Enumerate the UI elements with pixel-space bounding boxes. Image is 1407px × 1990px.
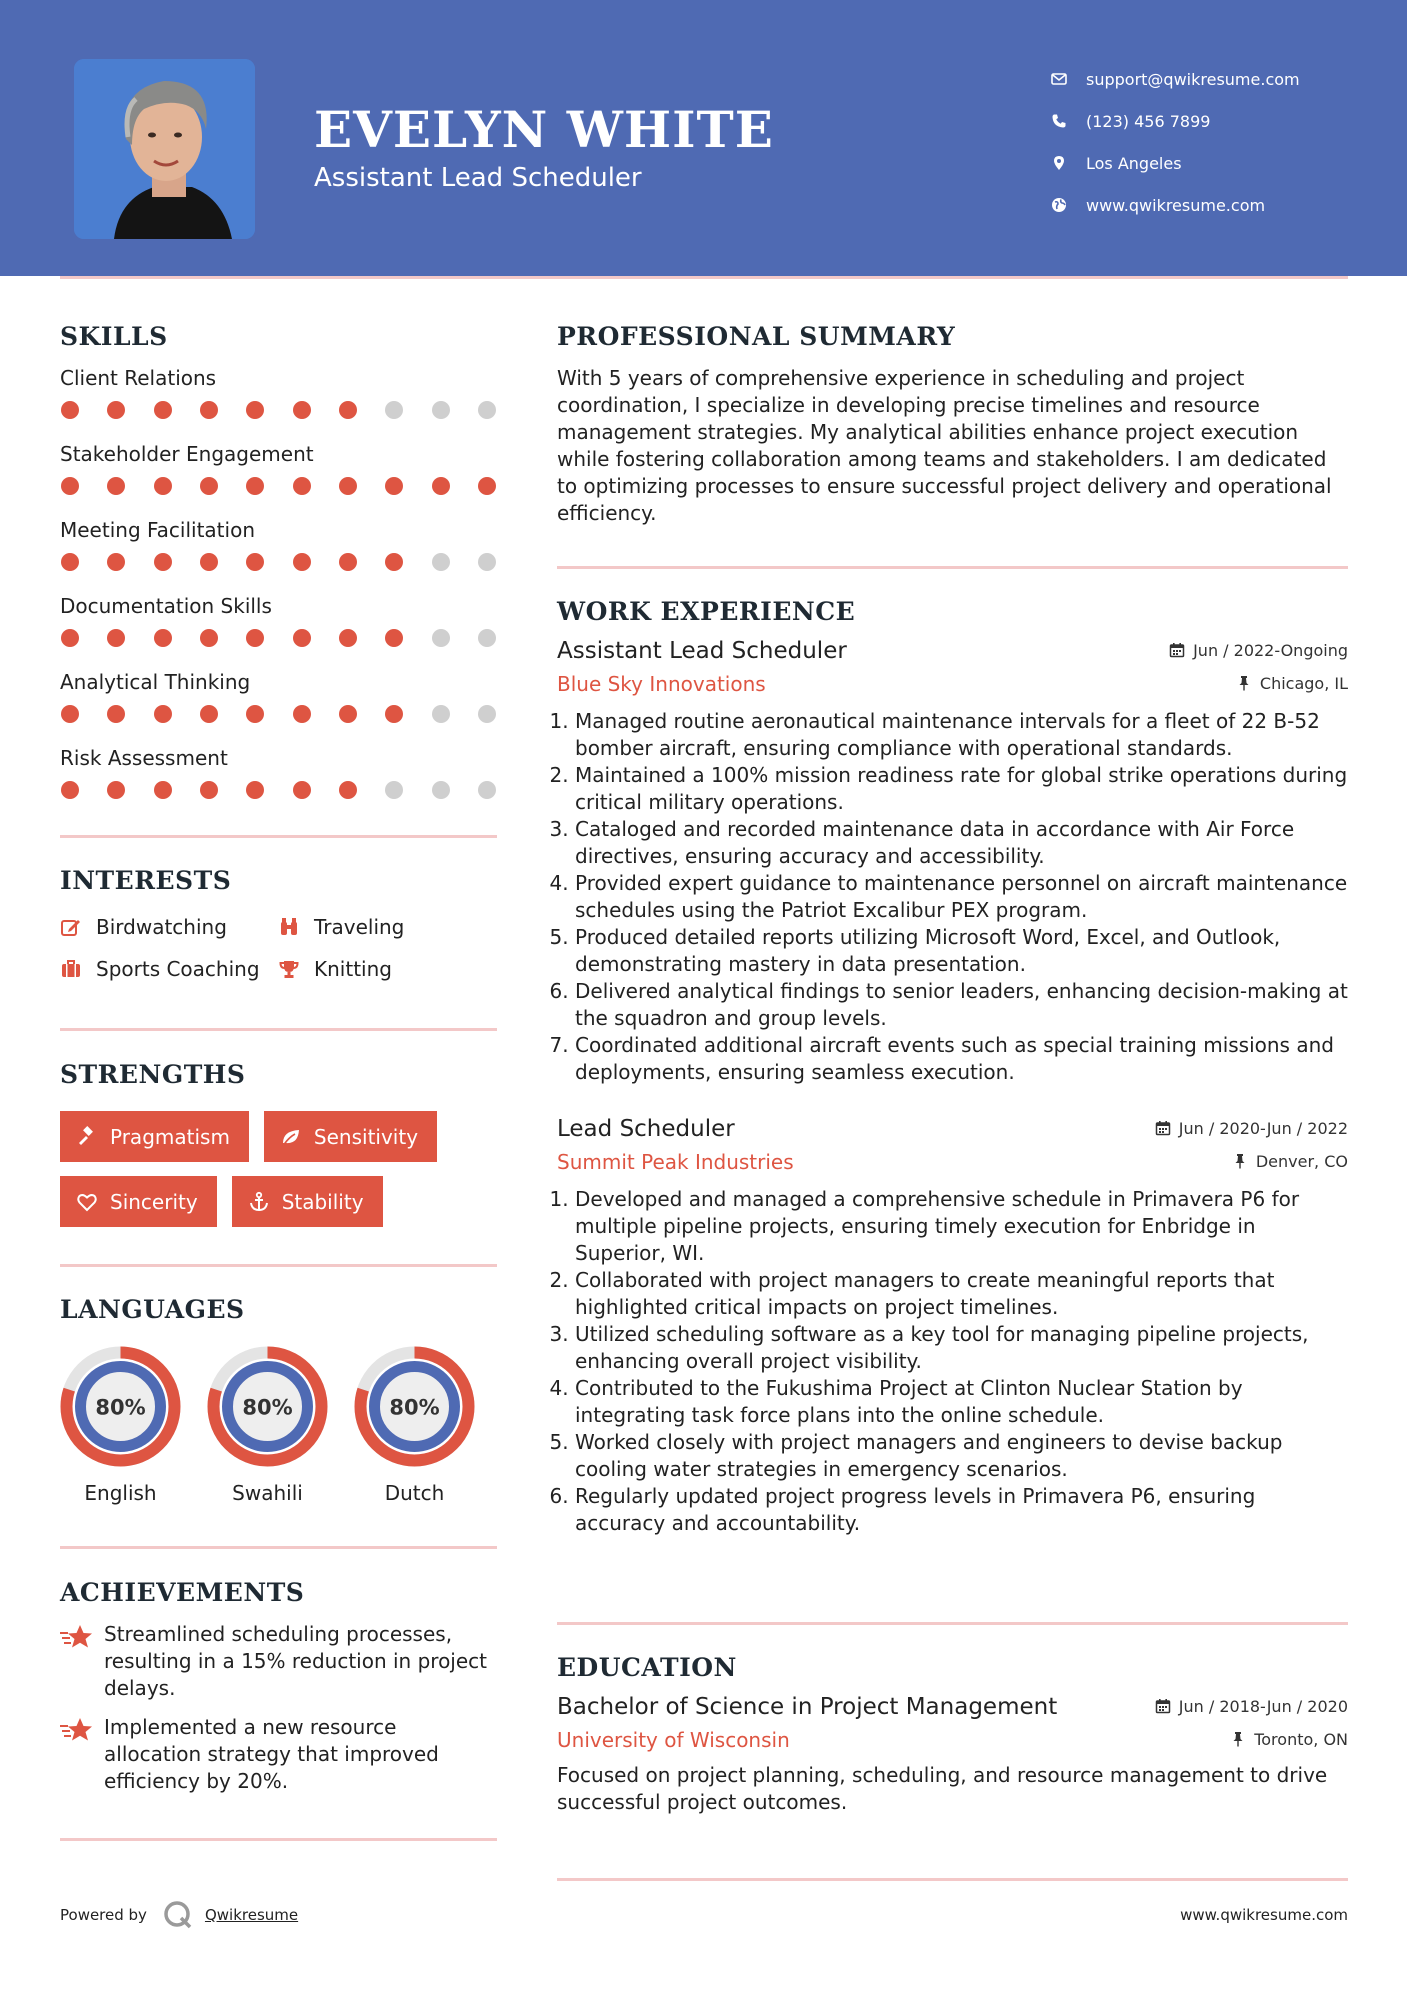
- rating-dot: [385, 553, 403, 571]
- language-item: [354, 1346, 475, 1505]
- interest-item: [278, 957, 498, 981]
- rating-dot: [246, 781, 264, 799]
- interest-label: Traveling: [314, 915, 405, 939]
- language-name: English: [84, 1481, 157, 1505]
- globe-icon: [1050, 196, 1068, 214]
- job-dates: [1169, 641, 1348, 660]
- contact-website-text: www.qwikresume.com: [1086, 195, 1266, 215]
- rating-dot: [432, 705, 450, 723]
- skill-rating: [60, 629, 497, 647]
- binoculars-icon: [278, 916, 300, 938]
- job-location: [1232, 1152, 1348, 1171]
- rating-dot: [107, 477, 125, 495]
- education-dates-text: Jun / 2018-Jun / 2020: [1178, 1696, 1348, 1716]
- rating-dot: [478, 401, 496, 419]
- education-location-text: Toronto, ON: [1254, 1729, 1348, 1749]
- rating-dot: [293, 629, 311, 647]
- section-divider: [60, 1546, 497, 1549]
- anchor-icon: [248, 1191, 270, 1213]
- rating-dot: [154, 553, 172, 571]
- languages-section: [60, 1295, 497, 1505]
- interest-item: [60, 915, 278, 939]
- rating-dot: [339, 629, 357, 647]
- summary-section: [557, 322, 1348, 527]
- contact-phone[interactable]: [1050, 100, 1300, 142]
- job-dates-text: Jun / 2020-Jun / 2022: [1178, 1118, 1348, 1138]
- achievement-item: [60, 1714, 497, 1795]
- education-location: [1230, 1730, 1348, 1749]
- job-company: Summit Peak Industries: [557, 1150, 794, 1174]
- rating-dot: [154, 477, 172, 495]
- header-divider: [60, 276, 1348, 279]
- job-bullet: 6. Regularly updated project progress levels in Primavera P6, ensuring accuracy and accountability.: [575, 1483, 1348, 1537]
- job-bullet: 2. Maintained a 100% mission readiness rate for global strike operations during critical military operations.: [575, 762, 1348, 816]
- languages-list: [60, 1346, 497, 1505]
- skill-name: Meeting Facilitation: [60, 518, 255, 542]
- strength-badge: [60, 1176, 217, 1227]
- education-section: [557, 1653, 1348, 1816]
- rating-dot: [293, 553, 311, 571]
- achievement-text: Implemented a new resource allocation strategy that improved efficiency by 20%.: [104, 1715, 439, 1793]
- skills-title: SKILLS: [60, 322, 168, 351]
- contact-location: [1050, 142, 1300, 184]
- education-text: Focused on project planning, scheduling, and resource management to drive successful project outcomes.: [557, 1763, 1328, 1814]
- rating-dot: [246, 553, 264, 571]
- rating-dot: [61, 629, 79, 647]
- section-divider: [557, 1878, 1348, 1881]
- job-bullet: 4. Contributed to the Fukushima Project at Clinton Nuclear Station by integrating task force plans into the online schedule.: [575, 1375, 1348, 1429]
- strength-badge: [264, 1111, 437, 1162]
- skills-list: [60, 365, 497, 799]
- rating-dot: [293, 401, 311, 419]
- rating-dot: [432, 553, 450, 571]
- interest-label: Birdwatching: [96, 915, 227, 939]
- star-icon: [60, 1716, 94, 1746]
- envelope-icon: [1050, 70, 1068, 88]
- rating-dot: [339, 705, 357, 723]
- rating-dot: [478, 477, 496, 495]
- languages-title: LANGUAGES: [60, 1295, 245, 1324]
- rating-dot: [107, 705, 125, 723]
- rating-dot: [293, 781, 311, 799]
- job-title: Assistant Lead Scheduler: [557, 638, 847, 664]
- rating-dot: [478, 781, 496, 799]
- job-entry: [557, 638, 1348, 1086]
- rating-dot: [385, 477, 403, 495]
- job-location-text: Chicago, IL: [1259, 673, 1348, 693]
- gavel-icon: [76, 1126, 98, 1148]
- rating-dot: [385, 629, 403, 647]
- footer-powered: [60, 1898, 298, 1932]
- rating-dot: [246, 401, 264, 419]
- footer-site[interactable]: www.qwikresume.com: [1180, 1906, 1348, 1924]
- rating-dot: [61, 781, 79, 799]
- strengths-list: [60, 1111, 497, 1227]
- school-name: University of Wisconsin: [557, 1728, 790, 1752]
- contact-location-text: Los Angeles: [1086, 153, 1182, 173]
- language-name: Dutch: [384, 1481, 445, 1505]
- job-bullet: 5. Worked closely with project managers and engineers to devise backup cooling water strategies in emergency scenarios.: [575, 1429, 1348, 1483]
- rating-dot: [246, 629, 264, 647]
- language-item: [60, 1346, 181, 1505]
- section-divider: [60, 835, 497, 838]
- pin-icon: [1232, 1153, 1248, 1169]
- skill-rating: [60, 401, 497, 419]
- rating-dot: [154, 705, 172, 723]
- job-entry: [557, 1116, 1348, 1537]
- job-bullet: 1. Developed and managed a comprehensive schedule in Primavera P6 for multiple pipeline projects, ensuring timely execution for Enbridge in Superior, WI.: [575, 1186, 1348, 1267]
- job-company: Blue Sky Innovations: [557, 672, 766, 696]
- skill-name: Client Relations: [60, 366, 217, 390]
- rating-dot: [385, 705, 403, 723]
- language-percent: 80%: [242, 1395, 293, 1420]
- language-gauge: [60, 1346, 181, 1467]
- strengths-title: STRENGTHS: [60, 1060, 246, 1089]
- rating-dot: [339, 477, 357, 495]
- skill-name: Risk Assessment: [60, 746, 228, 770]
- contact-list: [1050, 58, 1300, 226]
- qwikresume-logo-icon: [161, 1898, 195, 1932]
- language-gauge: [207, 1346, 328, 1467]
- section-divider: [60, 1838, 497, 1841]
- rating-dot: [432, 629, 450, 647]
- achievements-title: ACHIEVEMENTS: [60, 1578, 305, 1607]
- rating-dot: [107, 401, 125, 419]
- calendar-icon: [1155, 1698, 1171, 1714]
- job-bullet: 5. Produced detailed reports utilizing Microsoft Word, Excel, and Outlook, demonstrating mastery in data presentation.: [575, 924, 1348, 978]
- rating-dot: [61, 553, 79, 571]
- strength-label: Sincerity: [110, 1189, 198, 1214]
- section-divider: [60, 1264, 497, 1267]
- skill-rating: [60, 705, 497, 723]
- summary-title: PROFESSIONAL SUMMARY: [557, 322, 956, 351]
- resume-header: [0, 0, 1407, 276]
- language-percent: 80%: [389, 1395, 440, 1420]
- rating-dot: [478, 553, 496, 571]
- rating-dot: [385, 401, 403, 419]
- rating-dot: [246, 477, 264, 495]
- map-marker-icon: [1050, 154, 1068, 172]
- rating-dot: [339, 553, 357, 571]
- rating-dot: [200, 477, 218, 495]
- job-bullet: 3. Utilized scheduling software as a key tool for managing pipeline projects, enhancing overall project visibility.: [575, 1321, 1348, 1375]
- strength-label: Stability: [281, 1189, 364, 1214]
- phone-icon: [1050, 112, 1068, 130]
- profile-photo: [74, 59, 255, 239]
- rating-dot: [385, 781, 403, 799]
- heart-icon: [76, 1191, 98, 1213]
- rating-dot: [61, 705, 79, 723]
- skill-name: Stakeholder Engagement: [60, 442, 314, 466]
- experience-title: WORK EXPERIENCE: [557, 597, 856, 626]
- strength-label: Sensitivity: [313, 1124, 419, 1149]
- rating-dot: [107, 629, 125, 647]
- leaf-icon: [280, 1126, 302, 1148]
- contact-phone-text: (123) 456 7899: [1086, 111, 1211, 131]
- interest-item: [60, 957, 278, 981]
- edit-icon: [60, 916, 82, 938]
- education-dates: [1155, 1697, 1348, 1716]
- skill-rating: [60, 781, 497, 799]
- candidate-title: Assistant Lead Scheduler: [314, 163, 642, 193]
- rating-dot: [246, 705, 264, 723]
- rating-dot: [107, 781, 125, 799]
- rating-dot: [293, 477, 311, 495]
- achievement-item: [60, 1621, 497, 1702]
- interest-item: [278, 915, 498, 939]
- skill-name: Documentation Skills: [60, 594, 272, 618]
- rating-dot: [432, 401, 450, 419]
- achievement-text: Streamlined scheduling processes, resulting in a 15% reduction in project delays.: [104, 1622, 488, 1700]
- calendar-icon: [1155, 1120, 1171, 1136]
- skill-rating: [60, 477, 497, 495]
- rating-dot: [61, 477, 79, 495]
- star-icon: [60, 1623, 94, 1653]
- powered-by-text: Powered by: [60, 1906, 147, 1924]
- rating-dot: [339, 401, 357, 419]
- contact-email[interactable]: [1050, 58, 1300, 100]
- trophy-icon: [278, 958, 300, 980]
- section-divider: [557, 1622, 1348, 1625]
- job-bullet: 3. Cataloged and recorded maintenance data in accordance with Air Force directives, ensuring accuracy and accessibility.: [575, 816, 1348, 870]
- language-percent: 80%: [95, 1395, 146, 1420]
- strength-badge: [60, 1111, 249, 1162]
- rating-dot: [200, 629, 218, 647]
- rating-dot: [154, 781, 172, 799]
- experience-section: [557, 597, 1348, 1537]
- job-location-text: Denver, CO: [1255, 1151, 1348, 1171]
- strengths-section: [60, 1060, 497, 1227]
- job-dates-text: Jun / 2022-Ongoing: [1193, 640, 1348, 660]
- job-bullets: [557, 708, 1348, 1086]
- rating-dot: [200, 553, 218, 571]
- rating-dot: [432, 781, 450, 799]
- rating-dot: [154, 629, 172, 647]
- contact-email-text: support@qwikresume.com: [1086, 69, 1300, 89]
- rating-dot: [478, 629, 496, 647]
- language-gauge: [354, 1346, 475, 1467]
- pin-icon: [1236, 675, 1252, 691]
- rating-dot: [200, 401, 218, 419]
- job-bullet: 4. Provided expert guidance to maintenance personnel on aircraft maintenance schedules using the Patriot Excalibur PEX program.: [575, 870, 1348, 924]
- language-item: [207, 1346, 328, 1505]
- section-divider: [60, 1028, 497, 1031]
- rating-dot: [200, 705, 218, 723]
- pin-icon: [1230, 1731, 1246, 1747]
- interests-list: [60, 915, 497, 981]
- rating-dot: [61, 401, 79, 419]
- skills-section: [60, 322, 497, 821]
- job-dates: [1155, 1119, 1348, 1138]
- degree-title: Bachelor of Science in Project Management: [557, 1694, 1058, 1720]
- job-bullet: 1. Managed routine aeronautical maintenance intervals for a fleet of 22 B-52 bomber aircraft, ensuring compliance with operational standards.: [575, 708, 1348, 762]
- rating-dot: [478, 705, 496, 723]
- interest-label: Knitting: [314, 957, 392, 981]
- strength-badge: [232, 1176, 383, 1227]
- job-bullets: [557, 1186, 1348, 1537]
- rating-dot: [200, 781, 218, 799]
- rating-dot: [432, 477, 450, 495]
- language-name: Swahili: [232, 1481, 303, 1505]
- rating-dot: [339, 781, 357, 799]
- job-bullet: 6. Delivered analytical findings to senior leaders, enhancing decision-making at the squadron and group levels.: [575, 978, 1348, 1032]
- skill-name: Analytical Thinking: [60, 670, 251, 694]
- rating-dot: [293, 705, 311, 723]
- job-title: Lead Scheduler: [557, 1116, 735, 1142]
- section-divider: [557, 566, 1348, 569]
- rating-dot: [107, 553, 125, 571]
- education-title: EDUCATION: [557, 1653, 737, 1682]
- candidate-name: EVELYN WHITE: [314, 100, 774, 159]
- interest-label: Sports Coaching: [96, 957, 260, 981]
- rating-dot: [154, 401, 172, 419]
- job-location: [1236, 674, 1348, 693]
- achievements-section: [60, 1578, 497, 1795]
- calendar-icon: [1169, 642, 1185, 658]
- contact-website[interactable]: [1050, 184, 1300, 226]
- interests-section: [60, 866, 497, 981]
- summary-text: With 5 years of comprehensive experience in scheduling and project coordination, I specialize in developing precise timelines and resource management strategies. My analytical abilities enhance project execution while fostering collaboration among teams and stakeholders. I am dedicated to optimizing processes to ensure successful project delivery and operational efficiency.: [557, 366, 1332, 525]
- strength-label: Pragmatism: [110, 1124, 230, 1149]
- skill-rating: [60, 553, 497, 571]
- job-bullet: 2. Collaborated with project managers to create meaningful reports that highlighted critical impacts on project timelines.: [575, 1267, 1348, 1321]
- job-bullet: 7. Coordinated additional aircraft events such as special training missions and deployments, ensuring seamless execution.: [575, 1032, 1348, 1086]
- briefcase-icon: [60, 958, 82, 980]
- interests-title: INTERESTS: [60, 866, 232, 895]
- qwikresume-link[interactable]: Qwikresume: [204, 1906, 299, 1924]
